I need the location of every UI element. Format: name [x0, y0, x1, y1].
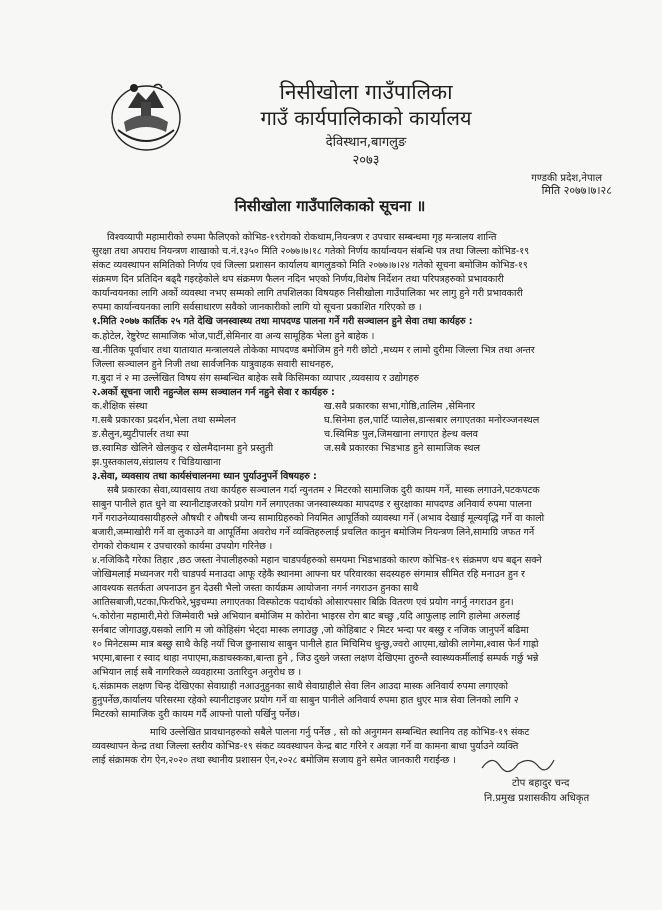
- intro-line: रुपमा कार्यान्वयनका लागि सर्वसाधारण सवैको जानकारीको लागि यो सूचना प्रकाशित गरिएको छ ।: [92, 302, 422, 313]
- signatory-role: नि.प्रमुख प्रशासकीय अधिकृत: [484, 793, 590, 804]
- section1-item: ख.नीतिक पूर्वाधार तथा यातायात मन्त्रालयले तोकेका मापदण्ड बमोजिम हुने गरी छोटो ,मध्यम र लामो दुरीमा जिल्ला भित्र तथा अन्तर: [92, 345, 535, 356]
- section3-line: बजारी,जम्माखोरी गर्ने वा लुकाउने वा आपूर्तिमा अवरोध गर्ने व्यक्तिहरुलाई प्रचलित कानुन बमोजिम नियन्त्रण लिने,सामाग्रि जफत गर्ने: [92, 527, 535, 538]
- municipality-name: निसीखोला गाउँपालिका: [279, 80, 453, 104]
- section4-line: आतिसबाजी,पटका,फिरफिरे,भुइचम्पा लगाएतका विस्फोटक पदार्थको ओसारपसार बिक्रि वितरण एवं प्रयोग नगर्नु नगराउन हुन।: [92, 597, 514, 608]
- intro-line: विश्वव्यापी महामारीको रुपमा फैलिएको कोभिड-१९रोगको रोकथाम,नियन्त्रण र उपचार सम्बन्धमा गृह मन्त्रालय शान्ति: [107, 232, 497, 243]
- signature-scribble-icon: [478, 752, 558, 774]
- section2-right-item: घ.सिनेमा हल,पार्टि प्यालेस,डान्सबार लगाएतका मनोरञ्जनस्थल: [324, 415, 540, 426]
- closing-line: लाई संक्रामक रोग ऐन,२०२० तथा स्थानीय प्रशासन ऐन,२०२८ बमोजिम सजाय हुने समेत जानकारी गराईन्छ ।: [92, 755, 456, 766]
- section6-line: ६.संक्रामक लक्षण चिन्ह देखिएका सेवाग्राही नआउनुहुनका साथै सेवाग्राहीले सेवा लिन आउदा मास्क अनिवार्य रुपमा लगाएको: [92, 681, 508, 692]
- government-emblem-icon: [108, 78, 184, 154]
- province-label: गण्डकी प्रदेश,नेपाल: [531, 173, 602, 184]
- intro-line: संकट व्यवस्थापन समितिको निर्णय एवं जिल्ला प्रशासन कार्यालय बागलुङको मिति २०७७।७।२४ गतेको सूचना बमोजिम कोभिड-१९: [92, 260, 528, 271]
- signatory-name: टोप बहादुर चन्द: [512, 778, 570, 789]
- section4-line: ४.नजिकिदै गरेका तिहार ,छठ जस्ता नेपालीहरुको महान चाडपर्वहरुको समयमा भिडभाडको कारण कोभिड-१९ संक्रमण थप बढ्न सक्ने: [92, 555, 542, 566]
- section5-line: ५.कोरोना महामारी,मेरो जिम्मेवारी भन्ने अभियान बमोजिम म कोरोना भाइरस रोग बाट बच्छु ,यदि आफुलाइ लागि हालेमा अरुलाई: [92, 611, 520, 622]
- established-year: २०७३: [352, 153, 380, 168]
- section2-right-item: ज.सबै प्रकारका भिडभाड हुने सामाजिक स्थल: [324, 443, 480, 454]
- intro-line: कार्यान्वयनका लागि अर्को व्यवस्था नभए सम्मको लागि तपशिलका विषयहरु निसीखोला गाउँपालिका भर लागु हुने गरी प्रभावकारी: [92, 288, 523, 299]
- intro-line: सुरक्षा तथा अपराध नियन्त्रण शाखाको च.नं.१३५० मिति २०७७।७।१८ गतेको निर्णय कार्यान्वयन संबन्धि पत्र तथा जिल्ला कोभिड-१९: [92, 246, 529, 257]
- section1-item: क.होटेल, रेष्टुरेण्ट सामाजिक भोज,पार्टी,सेमिनार वा अन्य सामूहिक भेला हुने बाहेक ।: [92, 331, 375, 342]
- section2-left-item: झ.पुस्तकालय,संग्रालय र चिडियाखाना: [92, 457, 221, 468]
- section2-right-item: च.स्विमिङ पुल,जिमखाना लगाएत हेल्थ क्लव: [324, 429, 478, 440]
- section2-left-item: ङ.सैलुन,ब्युटीपार्लर तथा स्पा: [92, 429, 189, 440]
- section3-heading: ३.सेवा, व्यवसाय तथा कार्यसंचालनमा ध्यान पुर्याउनुपर्ने विषयहरु :: [92, 471, 317, 482]
- closing-line: माथि उल्लेखित प्रावधानहरुको सबैले पालना गर्नु पर्नेछ , सो को अनुगमन सम्बन्धित स्थानिय तह कोभिड-१९ संकट: [150, 727, 530, 738]
- section1-item: ग.बुदा नं २ मा उल्लेखित विषय संग सम्बन्धित बाहेक सबै किसिमका व्यापार ,व्यवसाय र उद्योगहरु: [92, 373, 419, 384]
- section6-line: मिटरको सामाजिक दुरी कायम गर्दै आफ्नो पालो पर्खिनु पर्नेछ।: [92, 709, 300, 720]
- section3-line: साबुन पानीले हात धुने वा स्यानीटाइजरको प्रयोग गर्ने लगाएतका जनस्वास्थ्यका मापदण्ड र सुरक्षाका मापदण्ड अनिवार्य रुपमा पालना: [92, 499, 532, 510]
- section2-left-item: क.शैक्षिक संस्था: [92, 401, 148, 412]
- closing-line: व्यवस्थापन केन्द्र तथा जिल्ला स्तरीय कोभिड-१९ संकट व्यवस्थापन केन्द्र बाट गरिने र अवज्ञा गर्ने वा कामना बाधा पुर्याउने व्यक्ति: [92, 741, 519, 752]
- section3-line: गर्ने गराउनेव्यावसायीहरुले औषधी र औषधी जन्य सामाग्रिहरुको नियमित आपूर्तिको व्यावस्था गर्ने (अभाव देखाई मूल्यवृद्धि गर्ने वा कालो: [92, 513, 545, 524]
- intro-line: संक्रमण दिन प्रतिदिन बढ्दै गइरहेकोले थप संक्रमण फैलन नदिन भएको निर्णय,विशेष निर्देशन तथा परिपत्रहरुको प्रभावकारी: [92, 274, 504, 285]
- section5-line: भएमा,बास्ना र स्वाद थाहा नपाएमा,कडाचस्कका,बान्ता हुने , जिउ दुख्ने जस्ता लक्षण देखिएमा तुरुन्तै स्वास्थ्यकर्मीलाई सम्पर्क गर्छु भन्ने: [92, 653, 539, 664]
- section2-right-item: ख.सवै प्रकारका सभा,गोष्ठि,तालिम ,सेमिनार: [324, 401, 475, 412]
- section1-item: जिल्ला सञ्चालन हुने निजी तथा सार्वजनिक यात्रुवाहक सवारी साधनहरु,: [92, 359, 334, 370]
- section2-heading: २.अर्को सूचना जारी नहुन्जेल सम्म सञ्चालन गर्न नहुने सेवा र कार्यहरु :: [92, 387, 335, 398]
- section4-line: जोखिमलाई मध्यनजर गरी चाडपर्व मनाउदा आफू रहेकै स्थानमा आफ्ना घर परिवारका सदस्यहरु संगमात्र सीमित रहि मनाउन हुन र: [92, 569, 525, 580]
- section5-line: १० मिनेटसम्म मात्र बस्छु साथै केहि नयाँ चिज छुनासाथ साबुन पानीले हात मिचिमिच धुन्छु,ज्वरो आएमा,खोकी लागेमा,श्वास फेर्न गाह्रो: [92, 639, 539, 650]
- office-address: देविस्थान,बागलुङ: [325, 135, 407, 150]
- notice-title: निसीखोला गाउँपालिकाको सूचना ॥: [234, 197, 426, 215]
- section5-line: सर्नबाट जोगाउछु,यसको लागि म जो कोहिसंग भेट्दा मास्क लगाउछु ,जो कोहिबाट २ मिटर भन्दा पर बस्छु र नजिक जानुपर्ने बढिमा: [92, 625, 529, 636]
- notice-date: मिति २०७७।७।२८: [541, 184, 612, 197]
- section2-left-item: ग.सबै प्रकारका प्रदर्शन,भेला तथा सम्मेलन: [92, 415, 236, 426]
- section1-heading: १.मिति २०७७ कार्तिक २५ गते देखि जनस्वास्थ्य तथा मापदण्ड पालना गर्ने गरी सञ्चालन हुने सेवा तथा कार्यहरु :: [92, 316, 473, 327]
- section4-line: आवश्यक सतर्कता अपनाउन हुन देउसी भैलो जस्ता कार्यक्रम आयोजना नगर्न नगराउन हुनका साथै: [92, 583, 419, 594]
- section2-left-item: छ.स्वामिङ खेलिने खेलकुद र खेलमैदानमा हुने प्रस्तुती: [92, 443, 274, 454]
- section6-line: हुनुपर्नेछ,कार्यालय परिसरमा रहेको स्यानीटाइजर प्रयोग गर्ने वा साबुन पानीले अनिवार्य रुपमा हात धुएर मात्र सेवा लिनको लागि २: [92, 695, 519, 706]
- section3-line: सबै प्रकारका सेवा,व्यावसाय तथा कार्यहरु सञ्चालन गर्दा न्युनतम २ मिटरको सामाजिक दुरी कायम गर्ने, मास्क लगाउने,पटकपटक: [107, 485, 540, 496]
- section5-line: अभियान लाई सबै नागरिकले व्यवहारमा उतारिदुन अनुरोध छ ।: [92, 667, 302, 678]
- office-name: गाउँ कार्यपालिकाको कार्यालय: [260, 106, 472, 130]
- section3-line: रोगको रोकथाम र उपचारको कार्यमा उपयोग गरिनेछ ।: [92, 541, 273, 552]
